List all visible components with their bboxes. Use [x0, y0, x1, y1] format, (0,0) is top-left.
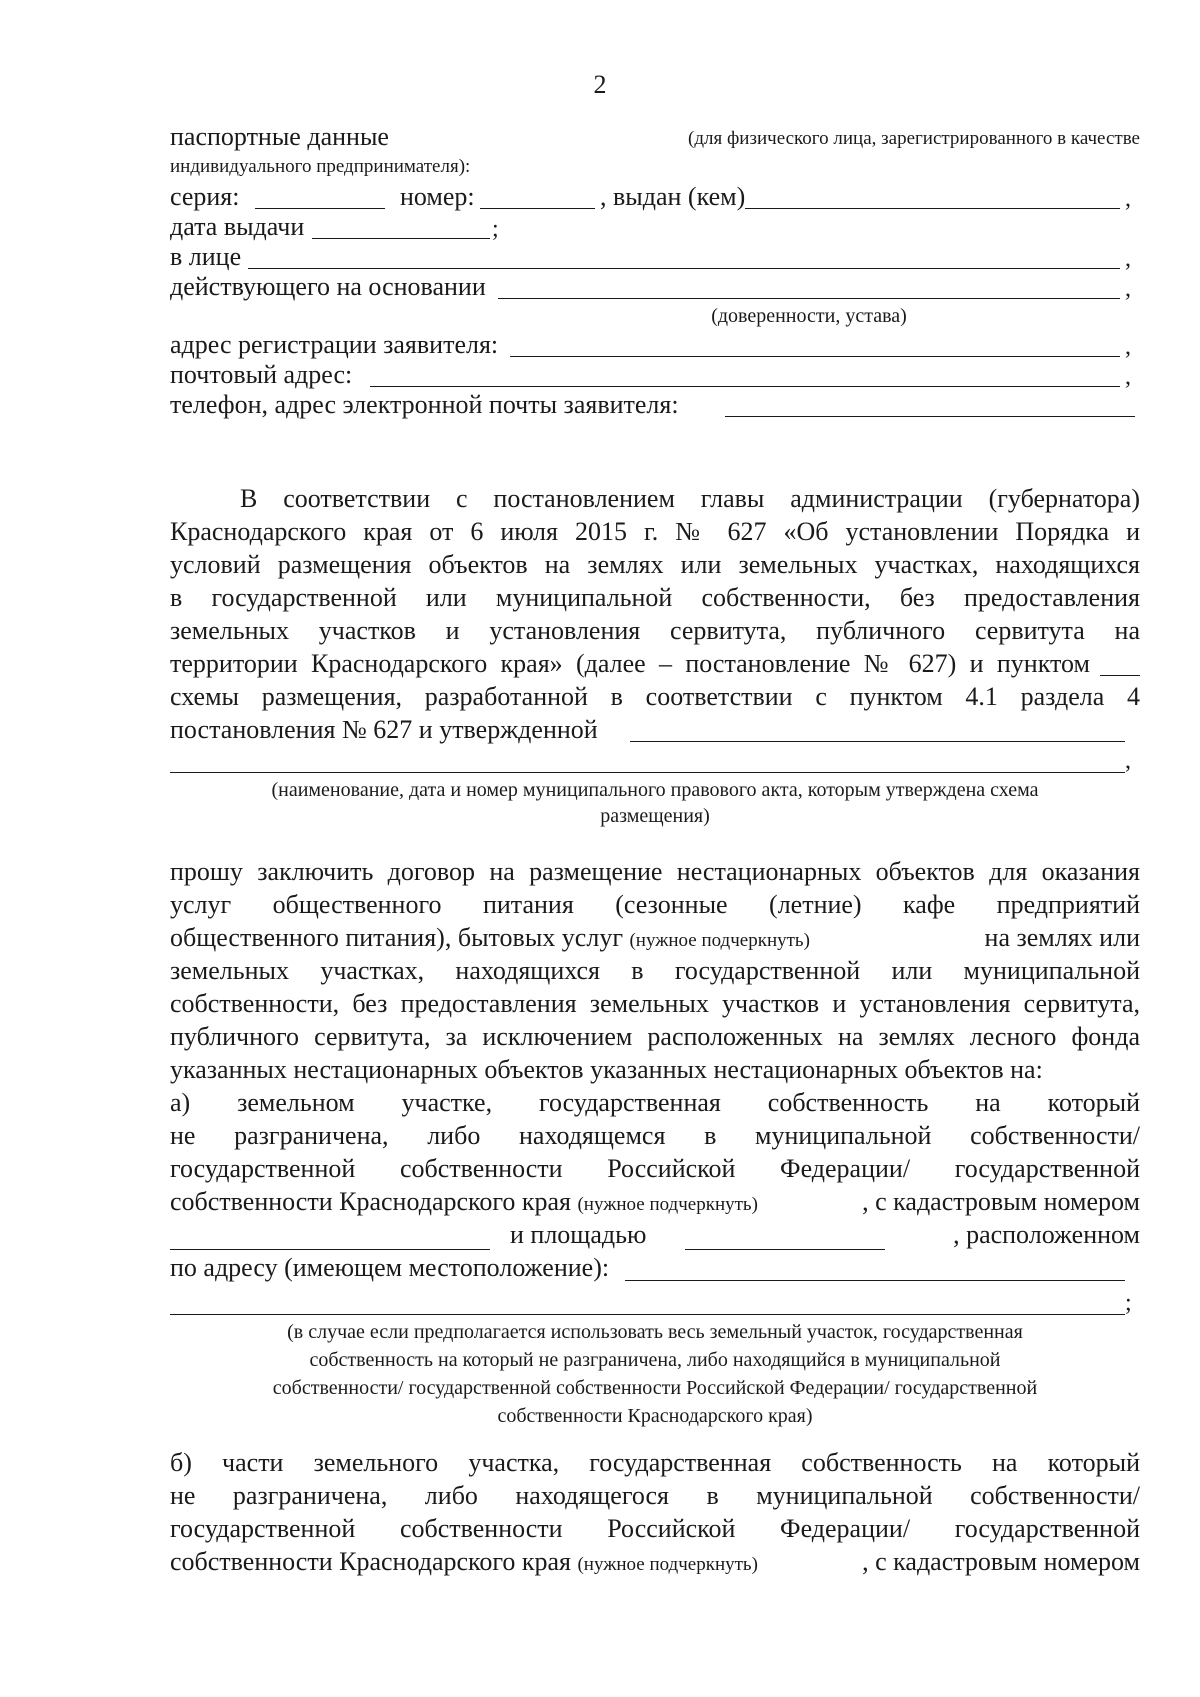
phone-email-field[interactable]	[725, 416, 1135, 417]
page-number: 2	[593, 70, 607, 99]
scheme-item-field[interactable]	[1100, 675, 1140, 676]
issued-by-field[interactable]	[745, 208, 1120, 209]
phone-label: телефон, адрес электронной почты заявителя:	[170, 390, 679, 419]
area-label: и площадью	[510, 1220, 647, 1249]
represented-line: в лице ,	[170, 242, 1131, 272]
represented-label: в лице	[170, 242, 242, 271]
represented-field[interactable]	[248, 268, 1120, 269]
intro-line: территории Краснодарского края» (далее – постановление № 627) и пунктом	[170, 649, 1090, 678]
item-a-note: собственность на который не разграничена, либо находящийся в муниципальной	[309, 1349, 1001, 1371]
acting-note: (доверенности, устава)	[711, 305, 907, 327]
issued-label: , выдан (кем)	[600, 182, 746, 211]
underline-note: (нужное подчеркнуть)	[629, 930, 810, 951]
underline-note: (нужное подчеркнуть)	[577, 1554, 758, 1575]
item-a-line: не разграничена, либо находящемся в муниципальной собственности/	[170, 1121, 1140, 1150]
reg-address-label: адрес регистрации заявителя:	[170, 330, 499, 359]
series-line: серия: номер: , выдан (кем) ,	[170, 182, 1131, 212]
underline-note: (нужное подчеркнуть)	[577, 1194, 758, 1215]
passport-note: (для физического лица, зарегистрированного в качестве	[688, 128, 1140, 149]
number-label: номер:	[400, 182, 475, 211]
item-a-line: государственной собственности Российской Федерации/ государственной	[170, 1154, 1140, 1183]
acting-line: действующего на основании ,	[170, 272, 1131, 302]
item-b-line: не разграничена, либо находящегося в муниципальной собственности/	[170, 1481, 1140, 1510]
intro-line: В соответствии с постановлением главы администрации (губернатора)	[240, 484, 1140, 513]
passport-label: паспортные данные	[170, 122, 389, 151]
intro-line: схемы размещения, разработанной в соответствии с пунктом 4.1 раздела 4	[170, 682, 1140, 711]
intro-line: постановления № 627 и утвержденной	[170, 715, 598, 744]
approval-act-field-2[interactable]	[170, 772, 1125, 773]
acting-label: действующего на основании	[170, 272, 486, 301]
intro-line: условий размещения объектов на землях или земельных участках, находящихся	[170, 550, 1140, 579]
request-line: публичного сервитута, за исключением расположенных на землях лесного фонда	[170, 1022, 1140, 1051]
postal-label: почтовый адрес:	[170, 360, 353, 389]
item-b-line: б) части земельного участка, государственная собственность на который	[170, 1448, 1140, 1477]
intro-line: в государственной или муниципальной собственности, без предоставления	[170, 583, 1140, 612]
approval-act-field[interactable]	[630, 741, 1125, 742]
item-b-line: собственности Краснодарского края (нужное подчеркнуть) , с кадастровым номером	[170, 1547, 1140, 1576]
address-label: по адресу (имеющем местоположение):	[170, 1253, 610, 1282]
item-a-note: собственности Краснодарского края)	[497, 1405, 813, 1427]
request-line: указанных нестационарных объектов указанных нестационарных объектов на:	[170, 1055, 1043, 1084]
address-field[interactable]	[625, 1280, 1125, 1281]
act-note: размещения)	[600, 805, 710, 827]
request-line: общественного питания), бытовых услуг (нужное подчеркнуть) на землях или	[170, 923, 1140, 952]
act-note: (наименование, дата и номер муниципального правового акта, которым утверждена схема	[271, 779, 1039, 801]
area-field[interactable]	[685, 1249, 885, 1250]
request-line: собственности, без предоставления земельных участков и установления сервитута,	[170, 989, 1140, 1018]
passport-line	[170, 120, 1140, 154]
reg-address-line: адрес регистрации заявителя: ,	[170, 330, 1131, 360]
request-line: услуг общественного питания (сезонные (летние) кафе предприятий	[170, 890, 1140, 919]
passport-note-2: индивидуального предпринимателя):	[170, 156, 471, 177]
number-field[interactable]	[480, 208, 595, 209]
intro-line: земельных участков и установления сервитута, публичного сервитута на	[170, 616, 1140, 645]
item-a-note: (в случае если предполагается использовать весь земельный участок, государственная	[287, 1321, 1023, 1343]
request-line: земельных участках, находящихся в государственной или муниципальной	[170, 956, 1140, 985]
document-page: 2 паспортные данные (для физического лица, зарегистрированного в качестве индивидуального предпринимателя): серия: номер: , выдан (кем) , дата выдачи ; в лице , действующего на основании , (доверенности, устава) адрес регистрации заявителя: , почтовый адрес: , телефон, адрес электронной почты заявителя: В соответствии с постановлением главы администрации (губернатора) Краснодарского края от 6 июля 2015 г. № 627 «Об установлении Порядка и условий размещения объектов на землях или земельных участках, находящихся в государственной или муниципальной собственности, без предоставления земельных участков и установления сервитута, публичного сервитута на территории Краснодарского края» (далее – постановление № 627) и пунктом схемы размещения, разработанной в соответствии с пунктом 4.1 раздела 4 постановления № 627 и утвержденной , (наименование, дата и номер муниципального правового акта, которым утверждена схема размещения) прошу заключить договор на размещение нестационарных объектов для оказания услуг общественного питания (сезонные (летние) кафе предприятий общественного питания), бытовых услуг (нужное подчеркнуть) на землях или земельных участках, находящихся в государственной или муниципальной собственности, без предоставления земельных участков и установления сервитута, публичного сервитута, за исключением расположенных на землях лесного фонда указанных нестационарных объектов указанных нестационарных объектов на: а) земельном участке, государственная собственность на который не разграничена, либо находящемся в муниципальной собственности/ государственной собственности Российской Федерации/ государственной собственности Краснодарского края (нужное подчеркнуть) , с кадастровым номером и площадью , расположенном по адресу (имеющем местоположение): ; (в случае если предполагается использовать весь земельный участок, государственная собственность на который не разграничена, либо находящийся в муниципальной собственности/ государственной собственности Российской Федерации/ государственной собственности Краснодарского края) б) части земельного участка, государственная собственность на который не разграничена, либо находящегося в муниципальной собственности/ государственной собственности Российской Федерации/ государственной собственности Краснодарского края (нужное подчеркнуть) , с кадастровым номером	[0, 0, 1200, 1697]
acting-field[interactable]	[498, 298, 1120, 299]
postal-line: почтовый адрес: ,	[170, 360, 1131, 390]
area-line	[170, 1218, 1140, 1252]
issue-date-label: дата выдачи	[170, 212, 305, 241]
postal-field[interactable]	[370, 386, 1120, 387]
intro-line: Краснодарского края от 6 июля 2015 г. № 627 «Об установлении Порядка и	[170, 517, 1140, 546]
series-field[interactable]	[255, 208, 385, 209]
series-label: серия:	[170, 182, 240, 211]
located-label: , расположенном	[953, 1220, 1140, 1249]
reg-address-field[interactable]	[510, 356, 1120, 357]
issue-date-field[interactable]	[312, 238, 490, 239]
issue-date-line: дата выдачи ;	[170, 212, 499, 242]
item-b-line: государственной собственности Российской Федерации/ государственной	[170, 1514, 1140, 1543]
item-a-line: а) земельном участке, государственная собственность на который	[170, 1088, 1140, 1117]
item-a-note: собственности/ государственной собственности Российской Федерации/ государственной	[272, 1377, 1038, 1399]
item-a-line: собственности Краснодарского края (нужное подчеркнуть) , с кадастровым номером	[170, 1187, 1140, 1216]
request-line: прошу заключить договор на размещение нестационарных объектов для оказания	[170, 857, 1140, 886]
address-field-2[interactable]	[170, 1314, 1125, 1315]
